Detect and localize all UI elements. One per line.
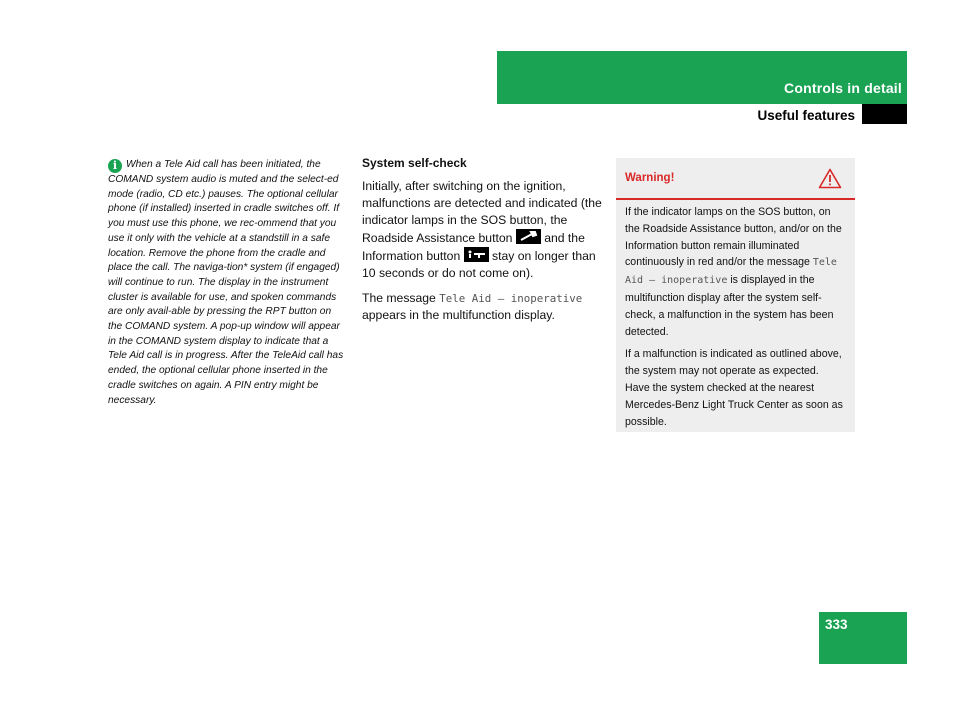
information-button-icon xyxy=(464,247,489,262)
paragraph-text: Initially, after switching on the ignition, malfunctions are detected and indicated (the indicator lamps in the SOS button, the Roadside Assistance button xyxy=(362,179,602,245)
page-number: 333 xyxy=(825,617,848,632)
warning-paragraph: If a malfunction is indicated as outlined above, the system may not operate as expected. Have the system checked at the nearest Mercedes-Benz Light Truck Center as soon as possible. xyxy=(625,348,843,428)
self-check-paragraph xyxy=(362,178,602,282)
section-title: Controls in detail xyxy=(784,80,902,96)
paragraph-text: and the Information button xyxy=(362,231,585,263)
info-note-text: When a Tele Aid call has been initiated, the COMAND system audio is muted and the select-ed mode (radio, CD etc.) pauses. The optional cellular phone (if installed) inserted in cradle switches off. If you must use this phone, we rec-ommend that you use it only with the vehicle at a standstill in a safe location. Remove the phone from the cradle and place the call. The naviga-tion* system (if engaged) will continue to run. The display in the instrument cluster is available for use, and spoken commands are only avail-able by pressing the RPT button on the COMAND system. A pop-up window will appear in the COMAND system display to indicate that a Tele Aid call is in progress. After the TeleAid call has ended, the optional cellular phone inserted in the cradle switches on again. A PIN entry might be necessary. xyxy=(108,159,344,406)
display-message-code: Tele Aid – inoperative xyxy=(625,257,837,287)
paragraph-text: The message xyxy=(362,291,436,305)
warning-header xyxy=(616,158,855,200)
page-number-box xyxy=(819,612,907,664)
section-heading: System self-check xyxy=(362,156,467,170)
warning-paragraph xyxy=(625,204,846,340)
section-tab-marker xyxy=(862,104,907,124)
info-icon: i xyxy=(108,159,122,173)
warning-box xyxy=(616,158,855,432)
paragraph-text: appears in the multifunction display. xyxy=(362,308,555,322)
display-message-code: Tele Aid – inoperative xyxy=(439,292,583,305)
warning-triangle-icon xyxy=(818,168,842,194)
info-note xyxy=(108,158,348,408)
wrench-icon xyxy=(516,229,541,244)
paragraph-text: If the indicator lamps on the SOS button, on the Roadside Assistance button, and/or on the Information button remain illuminated continuously in red and/or the message xyxy=(625,206,842,269)
message-paragraph xyxy=(362,290,602,324)
paragraph-text: stay on longer than 10 seconds or do not come on). xyxy=(362,249,596,280)
section-subtitle: Useful features xyxy=(757,108,855,123)
header-band xyxy=(497,51,907,104)
paragraph-text: is displayed in the multifunction display after the system self-check, a malfunction in the system has been detected. xyxy=(625,274,834,338)
system-self-check-section xyxy=(362,155,602,332)
warning-label: Warning! xyxy=(625,172,675,184)
warning-body xyxy=(616,200,855,430)
